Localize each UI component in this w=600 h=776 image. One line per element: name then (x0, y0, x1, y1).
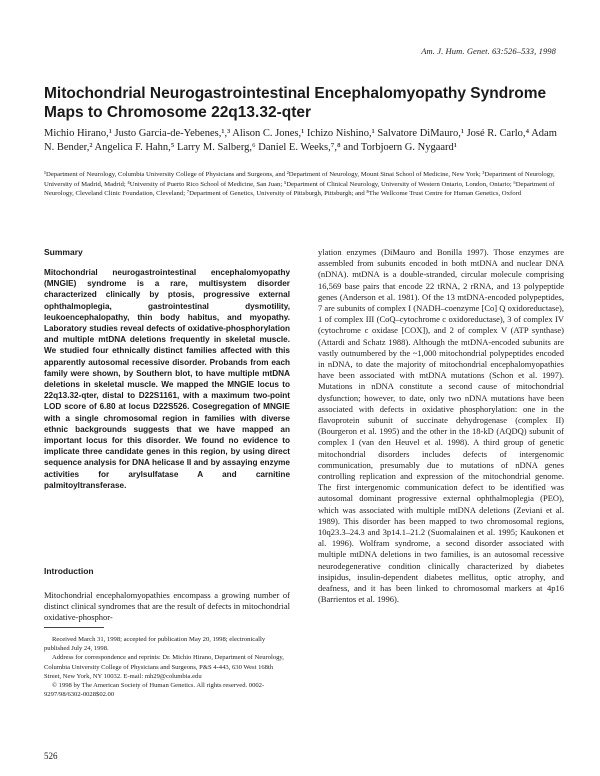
article-title: Mitochondrial Neurogastrointestinal Encephalomyopathy Syndrome Maps to Chromosome 22q13.32-qter (44, 85, 547, 121)
copyright-note: © 1998 by The American Society of Human Genetics. All rights reserved. 0002-9297/98/6302-0028$02.00 (44, 682, 265, 699)
page-number: 526 (44, 751, 58, 761)
footnotes (44, 635, 290, 699)
footnote-divider (44, 627, 104, 628)
author-list: Michio Hirano,¹ Justo Garcia-de-Yebenes,¹,³ Alison C. Jones,¹ Ichizo Nishino,¹ Salvatore DiMauro,¹ José R. Carlo,⁴ Adam N. Bender,² Angelica F. Hahn,⁵ Larry M. Salberg,⁶ Daniel E. Weeks,⁷,⁸ and Torbjoern G. Nygaard¹ (44, 128, 557, 153)
journal-reference: Am. J. Hum. Genet. 63:526–533, 1998 (421, 46, 556, 56)
introduction-paragraph: Mitochondrial encephalomyopathies encompass a growing number of distinct clinical syndromes that are the result of defects in mitochondrial oxidative-phosphor- (44, 590, 290, 623)
body-text-right-column: ylation enzymes (DiMauro and Bonilla 1997). Those enzymes are assembled from subunits encoded in both mtDNA and nuclear DNA (nDNA). mtDNA is a double-stranded, circular molecule comprising 16,569 base pairs that encode 22 tRNA, 2 rRNA, and 13 polypeptide genes (Anderson et al. 1981). Of the 13 mtDNA-encoded polypeptides, 7 are subunits of complex I (NADH–coenzyme [Co] Q oxidoreductase), 1 of complex III (CoQ–cytochrome c oxidoreductase), 3 of complex IV (cytochrome c oxidase [COX]), and 2 of complex V (ATP synthase) (Attardi and Schatz 1988). Although the mtDNA-encoded subunits are vastly outnumbered by the ~1,000 mitochondrial polypeptides encoded in nDNA, to date the majority of mitochondrial encephalomyopathies have been associated with mtDNA mutations (Schon et al. 1997). Mutations in nDNA constitute a second cause of mitochondrial dysfunction; however, to date, only two nDNA mutations have been associated with defects in oxidative phosphorylation: one in the flavoprotein subunit of succinate dehydrogenase (complex II) (Bourgeron et al. 1995) and the other in the 18-kD (AQDQ) subunit of complex I (van den Heuvel et al. 1998). A third group of genetic mitochondrial disorders includes defects of intergenomic communication, presumably due to mutations of nDNA genes controlling replication and expression of the mitochondrial genome. The first intergenomic communication defect to be identified was autosomal dominant progressive external ophthalmoplegia (PEO), which was associated with multiple mtDNA deletions (Zeviani et al. 1989). This disorder has been mapped to two chromosomal regions, 10q23.3–24.3 and 3p14.1–21.2 (Suomalainen et al. 1995; Kaukonen et al. 1996). Wolfram syndrome, a second disorder associated with multiple mtDNA deletions in two families, is an autosomal recessive neurodegenerative condition clinically characterized by diabetes insipidus, insulin-dependent diabetes mellitus, optic atrophy, and deafness, and it has been linked to chromosomal markers at 4p16 (Barrientos et al. 1996). (318, 247, 564, 605)
received-note: Received March 31, 1998; accepted for publication May 20, 1998; electronically published July 24, 1998. (44, 636, 266, 653)
introduction-heading: Introduction (44, 566, 94, 576)
author-affiliations: ¹Department of Neurology, Columbia University College of Physicians and Surgeons, and ²Department of Neurology, Mount Sinai School of Medicine, New York; ³Department of Neurology, University of Madrid, Madrid; ⁴University of Puerto Rico School of Medicine, San Juan; ⁵Department of Clinical Neurology, University of Western Ontario, London, Ontario; ⁶Department of Neurology, Cleveland Clinic Foundation, Cleveland; ⁷Department of Genetics, University of Pittsburgh, Pittsburgh; and ⁸The Wellcome Trust Centre for Human Genetics, Oxford (44, 171, 555, 198)
correspondence-note: Address for correspondence and reprints: Dr. Michio Hirano, Department of Neurology, Columbia University College of Physicians and Surgeons, P&S 4-443, 630 West 168th Street, New York, NY 10032. E-mail: mh29@columbia.edu (44, 654, 284, 680)
summary-heading: Summary (44, 247, 83, 257)
summary-abstract: Mitochondrial neurogastrointestinal encephalomyopathy (MNGIE) syndrome is a rare, multisystem disorder characterized clinically by ptosis, progressive external ophthalmoplegia, gastrointestinal dysmotility, leukoencephalopathy, thin body habitus, and myopathy. Laboratory studies reveal defects of oxidative-phosphorylation and multiple mtDNA deletions frequently in skeletal muscle. We studied four ethnically distinct families affected with this apparently autosomal recessive disorder. Probands from each family were shown, by Southern blot, to have multiple mtDNA deletions in skeletal muscle. We mapped the MNGIE locus to 22q13.32-qter, distal to D22S1161, with a maximum two-point LOD score of 6.80 at locus D22S526. Cosegregation of MNGIE with a single chromosomal region in families with diverse ethnic backgrounds suggests that we have mapped an important locus for this disorder. We found no evidence to implicate three candidate genes in this region, by using direct sequence analysis for DNA helicase II and by assaying enzyme activities for arylsulfatase A and carnitine palmitoyltransferase. (44, 268, 290, 490)
